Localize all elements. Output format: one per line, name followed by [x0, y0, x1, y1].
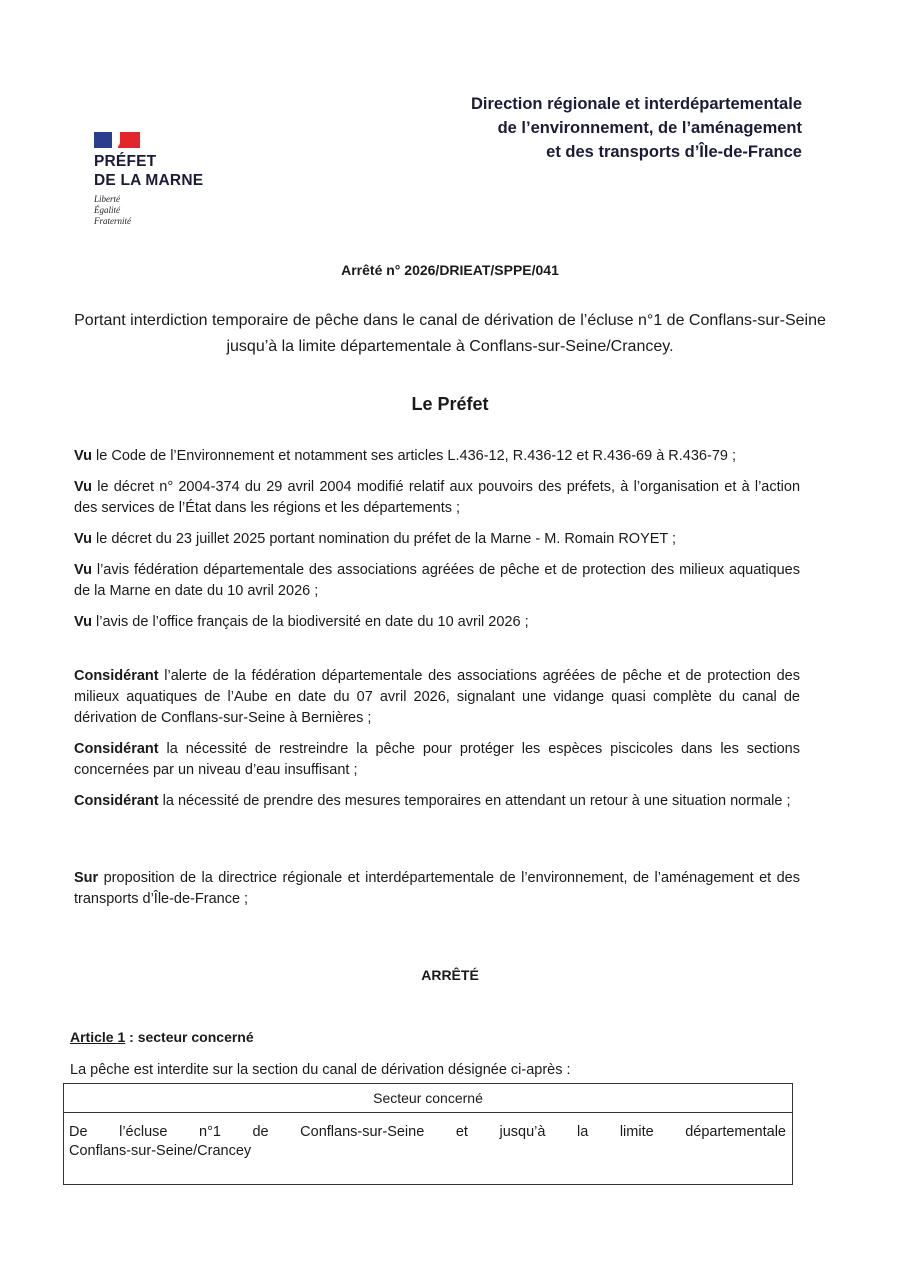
arrete-subject: Portant interdiction temporaire de pêche dans le canal de dérivation de l’écluse n°1 de Conflans-sur-Seine jusqu’à la limite départementale à Conflans-sur-Seine/Crancey. — [74, 312, 826, 355]
considerant-item: Considérant la nécessité de restreindre la pêche pour protéger les espèces piscicoles dans les sections concernées par un niveau d’eau insuffisant ; — [74, 741, 800, 778]
visa-item: Vu le Code de l’Environnement et notamment ses articles L.436-12, R.436-12 et R.436-69 à R.436-79 ; — [74, 448, 737, 464]
visa-item: Vu l’avis de l’office français de la biodiversité en date du 10 avril 2026 ; — [74, 614, 529, 630]
prefecture-logo — [94, 130, 203, 227]
considerants-list — [74, 666, 800, 822]
considerant-item: Considérant l’alerte de la fédération départementale des associations agréées de pêche et de protection des milieux aquatiques de l’Aube en date du 07 avril 2026, signalant une vidange quasi complète du canal de dérivation de Conflans-sur-Seine à Bernières ; — [74, 668, 800, 726]
article-1-intro: La pêche est interdite sur la section du canal de dérivation désignée ci-après : — [70, 1062, 571, 1078]
direction-line: de l’environnement, de l’aménagement — [497, 119, 802, 137]
marianne-flag-icon — [94, 130, 140, 148]
visas-list — [74, 446, 800, 643]
authority-heading: Le Préfet — [411, 394, 489, 414]
visa-item: Vu le décret n° 2004-374 du 29 avril 2004 modifié relatif aux pouvoirs des préfets, à l’organisation et à l’action des services de l’État dans les régions et les départements ; — [74, 479, 801, 516]
sector-table-cell — [64, 1113, 792, 1184]
article-1-title: : secteur concerné — [125, 1029, 254, 1045]
arrete-heading: ARRÊTÉ — [421, 967, 479, 983]
considerant-item: Considérant la nécessité de prendre des mesures temporaires en attendant un retour à une situation normale ; — [74, 793, 791, 809]
proposition-paragraph: Sur proposition de la directrice régionale et interdépartementale de l’environnement, de l’aménagement et des transports d’Île-de-France ; — [74, 870, 800, 907]
sector-line: Conflans-sur-Seine/Crancey — [69, 1143, 252, 1159]
prefecture-name: PRÉFET DE LA MARNE — [94, 153, 204, 189]
republic-motto: Liberté Égalité Fraternité — [94, 194, 131, 226]
direction-line: et des transports d’Île-de-France — [546, 143, 802, 161]
article-1-label: Article 1 — [70, 1029, 126, 1045]
sector-table — [63, 1083, 793, 1185]
direction-line: Direction régionale et interdépartementale — [470, 95, 802, 113]
visa-item: Vu l’avis fédération départementale des associations agréées de pêche et de protection des milieux aquatiques de la Marne en date du 10 avril 2026 ; — [74, 562, 800, 599]
arrete-number: Arrêté n° 2026/DRIEAT/SPPE/041 — [341, 262, 559, 278]
issuing-direction — [382, 92, 802, 164]
article-1-heading — [70, 1029, 254, 1045]
sector-table-header: Secteur concerné — [64, 1084, 792, 1113]
visa-item: Vu le décret du 23 juillet 2025 portant nomination du préfet de la Marne - M. Romain ROYET ; — [74, 531, 677, 547]
sector-line: De l’écluse n°1 de Conflans-sur-Seine et jusqu’à la limite départementale — [69, 1124, 786, 1140]
